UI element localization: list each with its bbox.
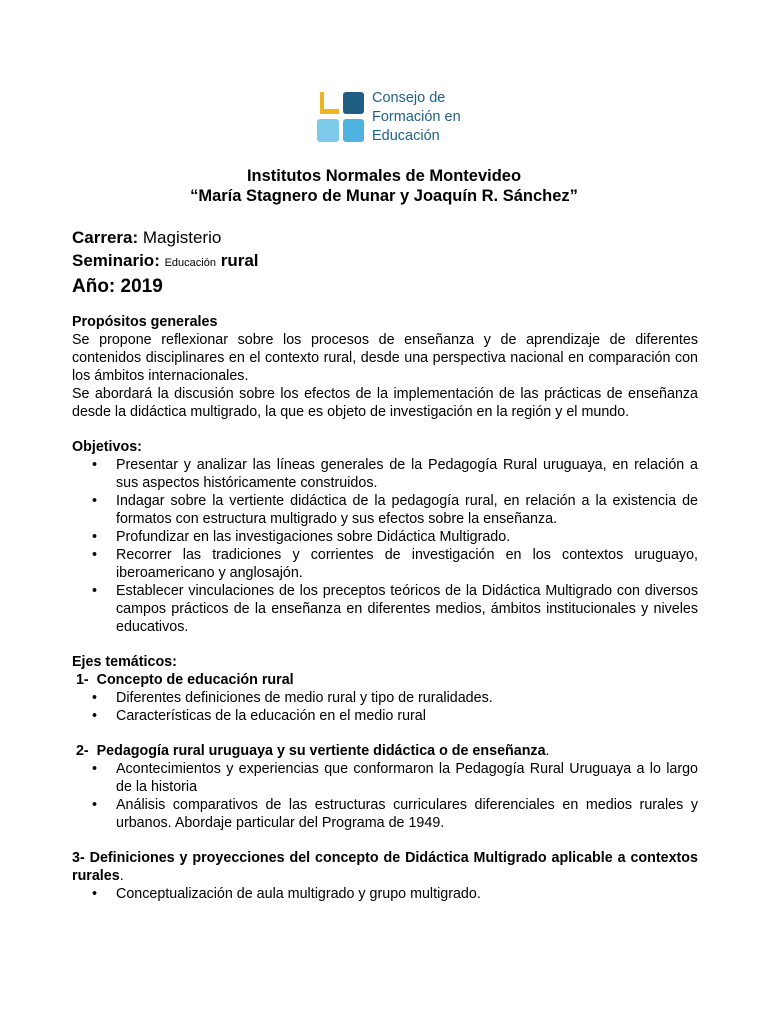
propositos-heading: Propósitos generales xyxy=(72,314,218,330)
carrera-value: Magisterio xyxy=(142,228,222,247)
eje-3-item: • Conceptualización de aula multigrado y grupo multigrado. xyxy=(72,885,698,903)
eje-1-list xyxy=(72,689,698,725)
eje-2-title-row: 2- Pedagogía rural uruguaya y su vertiente didáctica o de enseñanza. xyxy=(72,743,550,759)
eje-2-title: 2- Pedagogía rural uruguaya y su vertiente didáctica o de enseñanza xyxy=(72,743,546,759)
document-title xyxy=(0,166,768,206)
logo-text xyxy=(372,89,461,146)
eje-1-item: • Diferentes definiciones de medio rural y tipo de ruralidades. xyxy=(72,689,698,707)
eje-3-title-row: 3- Definiciones y proyecciones del concepto de Didáctica Multigrado aplicable a contextos rurales. xyxy=(72,850,698,884)
institution-logo xyxy=(313,89,473,149)
objetivo-item: • Establecer vinculaciones de los preceptos teóricos de la Didáctica Multigrado con diversos campos prácticos de la enseñanza en diferentes medios, ámbitos institucionales y niveles educativos. xyxy=(72,582,698,636)
eje-3-list xyxy=(72,885,698,903)
eje-1-title: 1- Concepto de educación rural xyxy=(72,672,294,688)
objetivo-item: • Presentar y analizar las líneas generales de la Pedagogía Rural uruguaya, en relación a sus aspectos históricamente construidos. xyxy=(72,456,698,492)
logo-yellow-corner xyxy=(320,92,339,114)
propositos-paragraph-2: Se abordará la discusión sobre los efectos de la implementación de las prácticas de enseñanza desde la didáctica multigrado, la que es objeto de investigación en la región y el mundo. xyxy=(72,386,698,420)
logo-mark-icon xyxy=(313,89,369,145)
anio-row: Año: 2019 xyxy=(72,276,163,297)
ejes-heading: Ejes temáticos: xyxy=(72,654,177,670)
seminario-label: Seminario: xyxy=(72,251,160,270)
objetivos-heading: Objetivos: xyxy=(72,439,142,455)
document-body xyxy=(72,313,698,903)
objetivo-item: • Profundizar en las investigaciones sobre Didáctica Multigrado. xyxy=(72,528,698,546)
logo-line-2: Formación en xyxy=(372,109,461,125)
propositos-paragraph-1: Se propone reflexionar sobre los procesos de enseñanza y de aprendizaje de diferentes contenidos disciplinares en el contexto rural, desde una perspectiva nacional en comparación con los ámbitos internacionales. xyxy=(72,332,698,384)
seminario-row xyxy=(72,249,259,275)
eje-2-item: • Análisis comparativos de las estructuras curriculares diferenciales en medios rurales y urbanos. Abordaje particular del Programa de 1949. xyxy=(72,796,698,832)
seminario-value: rural xyxy=(220,251,259,270)
logo-light-square-right xyxy=(343,119,364,142)
course-meta xyxy=(72,226,259,299)
title-line-2: “María Stagnero de Munar y Joaquín R. Sánchez” xyxy=(190,187,578,205)
eje-1-item: • Características de la educación en el medio rural xyxy=(72,707,698,725)
objetivo-item: • Recorrer las tradiciones y corrientes de investigación en los contextos uruguayo, iberoamericano y anglosajón. xyxy=(72,546,698,582)
eje-2-list xyxy=(72,760,698,832)
seminario-small: Educación xyxy=(164,257,216,269)
logo-dark-square xyxy=(343,92,364,114)
logo-line-3: Educación xyxy=(372,128,440,144)
carrera-row xyxy=(72,226,259,249)
eje-3-title: 3- Definiciones y proyecciones del concepto de Didáctica Multigrado aplicable a contextos rurales xyxy=(72,850,698,884)
carrera-label: Carrera: xyxy=(72,228,139,247)
logo-line-1: Consejo de xyxy=(372,90,446,106)
eje-2-item: • Acontecimientos y experiencias que conformaron la Pedagogía Rural Uruguaya a lo largo de la historia xyxy=(72,760,698,796)
title-line-1: Institutos Normales de Montevideo xyxy=(246,167,522,185)
objetivos-list xyxy=(72,456,698,636)
objetivo-item: • Indagar sobre la vertiente didáctica de la pedagogía rural, en relación a la existencia de formatos con estructura multigrado y sus efectos sobre la enseñanza. xyxy=(72,492,698,528)
logo-light-square-left xyxy=(317,119,339,142)
